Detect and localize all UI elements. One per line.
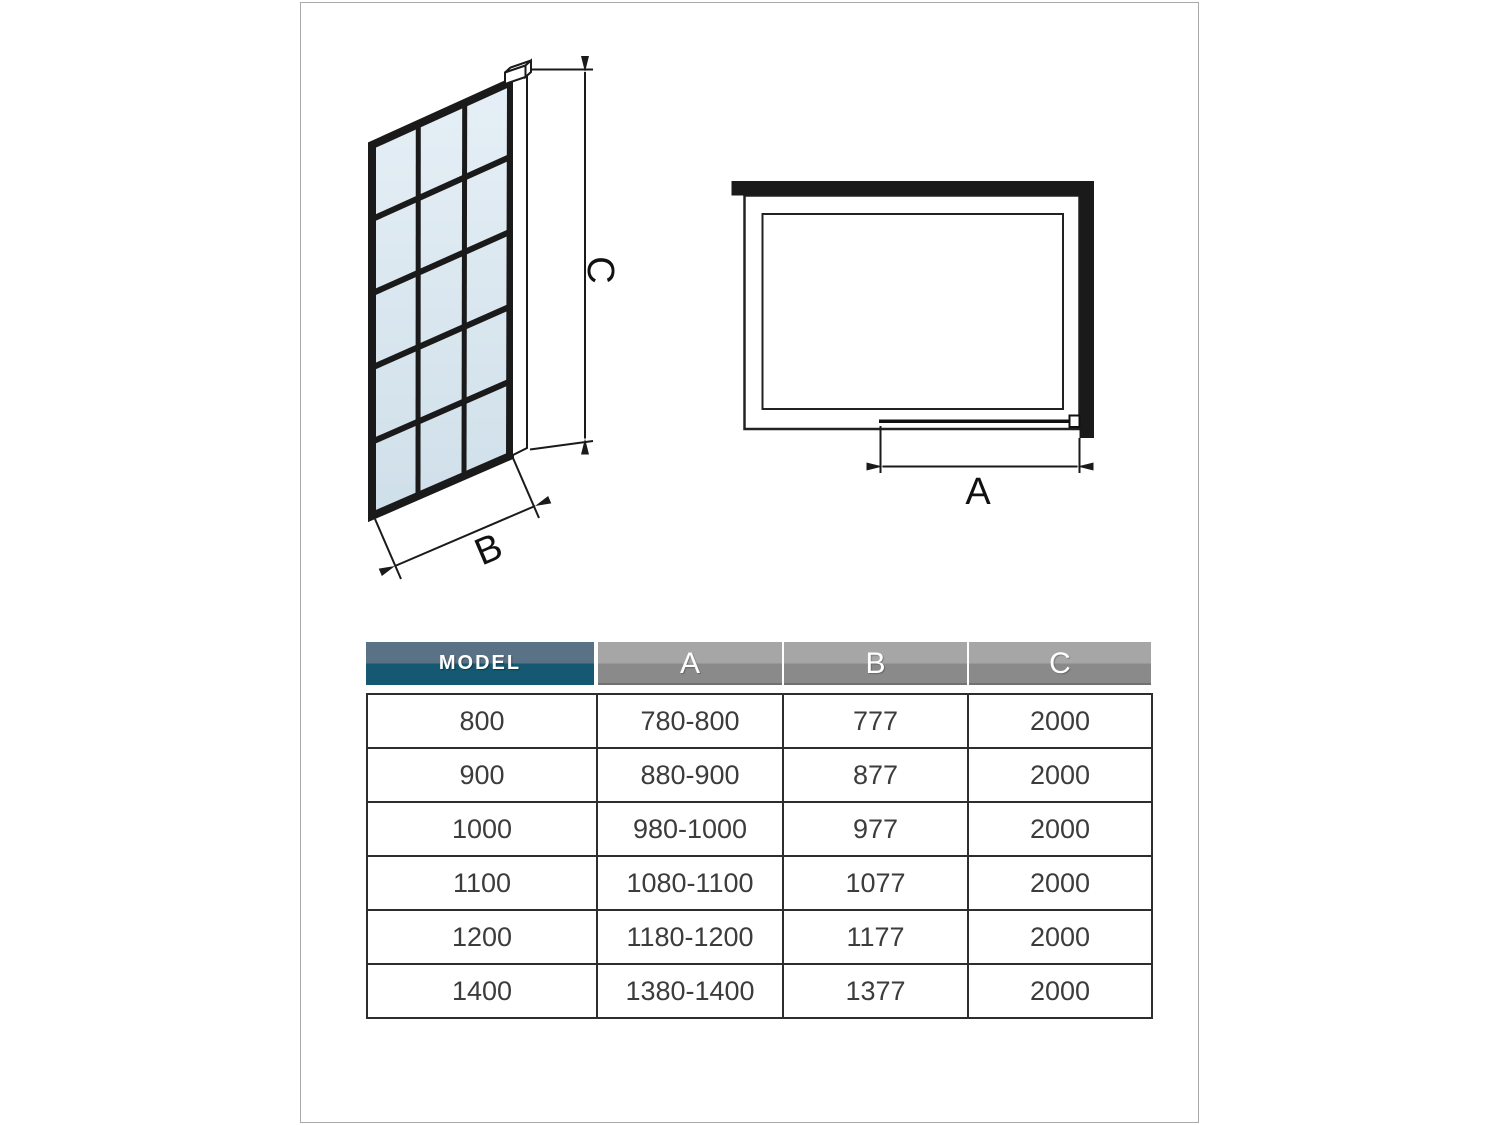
cell-c: 2000 <box>968 694 1152 748</box>
col-header-c: C <box>969 642 1151 685</box>
table-row <box>367 748 1152 802</box>
dim-label-c: C <box>579 256 621 284</box>
cell-a: 1180-1200 <box>597 910 783 964</box>
cell-model: 1400 <box>367 964 597 1018</box>
col-header-model: MODEL <box>366 642 594 685</box>
spec-table <box>366 693 1153 1019</box>
wall-profile <box>512 75 527 456</box>
cell-model: 1100 <box>367 856 597 910</box>
wall-right <box>1080 181 1095 438</box>
dim-a <box>881 426 1080 473</box>
glass-panel <box>372 82 511 516</box>
cell-model: 1000 <box>367 802 597 856</box>
table-row <box>367 964 1152 1018</box>
cell-b: 777 <box>783 694 968 748</box>
cell-b: 877 <box>783 748 968 802</box>
dim-b-line <box>395 506 535 566</box>
dim-label-a: A <box>965 471 991 513</box>
table-row <box>367 694 1152 748</box>
wall-top <box>732 181 1095 196</box>
diagrams <box>301 3 1199 631</box>
cell-model: 900 <box>367 748 597 802</box>
dim-label-b: B <box>468 525 509 575</box>
cell-model: 1200 <box>367 910 597 964</box>
cell-c: 2000 <box>968 748 1152 802</box>
dim-b-ext-left <box>375 519 401 579</box>
col-header-a: A <box>598 642 782 685</box>
spec-table-header <box>366 642 1151 685</box>
cell-a: 980-1000 <box>597 802 783 856</box>
wall-clamp <box>1070 416 1080 428</box>
cell-b: 1177 <box>783 910 968 964</box>
top-view-diagram <box>732 181 1095 513</box>
cell-a: 780-800 <box>597 694 783 748</box>
col-header-b: B <box>784 642 967 685</box>
cell-c: 2000 <box>968 802 1152 856</box>
dim-c-ext-bottom <box>530 441 593 450</box>
cell-b: 977 <box>783 802 968 856</box>
cell-c: 2000 <box>968 910 1152 964</box>
table-row <box>367 856 1152 910</box>
shower-tray-inner <box>763 214 1064 409</box>
cell-b: 1377 <box>783 964 968 1018</box>
cell-a: 1080-1100 <box>597 856 783 910</box>
cell-b: 1077 <box>783 856 968 910</box>
glass-panel-topview <box>879 420 1071 424</box>
table-row <box>367 910 1152 964</box>
front-view-diagram <box>372 61 621 580</box>
cell-a: 1380-1400 <box>597 964 783 1018</box>
cell-c: 2000 <box>968 964 1152 1018</box>
table-row <box>367 802 1152 856</box>
cell-a: 880-900 <box>597 748 783 802</box>
cell-c: 2000 <box>968 856 1152 910</box>
spec-sheet-page <box>300 2 1199 1123</box>
cell-model: 800 <box>367 694 597 748</box>
